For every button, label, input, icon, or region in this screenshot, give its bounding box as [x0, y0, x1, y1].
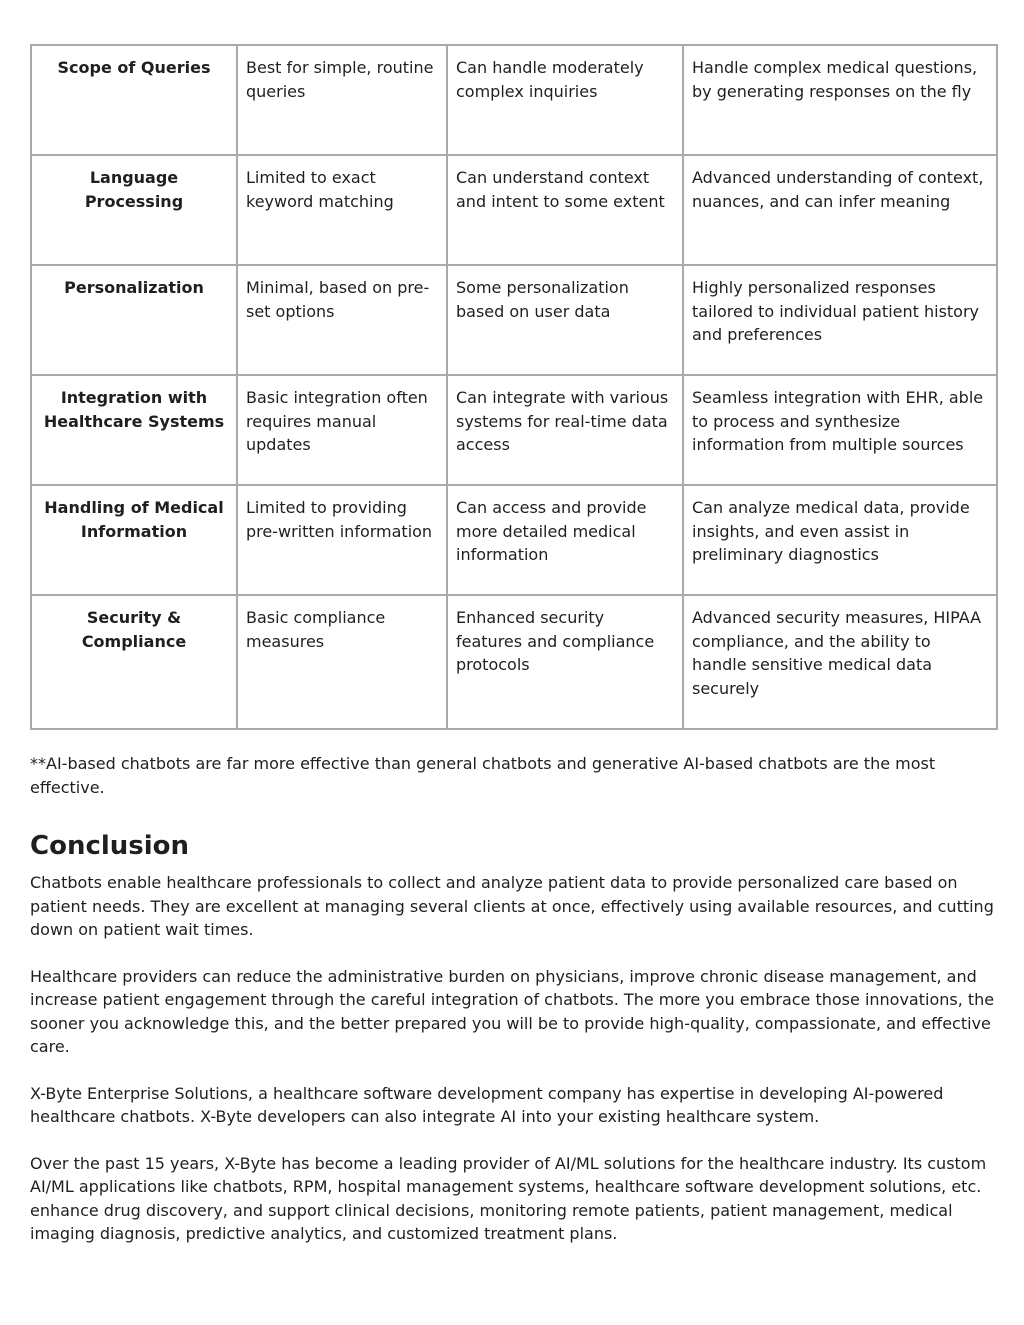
cell-ai-chatbot: Can access and provide more detailed medical information	[447, 485, 683, 595]
row-label: Personalization	[31, 265, 237, 375]
cell-general-chatbot: Basic compliance measures	[237, 595, 447, 729]
row-label: Handling of Medical Information	[31, 485, 237, 595]
cell-generative-ai-chatbot: Advanced security measures, HIPAA compliance, and the ability to handle sensitive medical data securely	[683, 595, 997, 729]
row-label: Scope of Queries	[31, 45, 237, 155]
cell-general-chatbot: Limited to exact keyword matching	[237, 155, 447, 265]
table-row-language	[31, 155, 997, 265]
cell-ai-chatbot: Some personalization based on user data	[447, 265, 683, 375]
cell-generative-ai-chatbot: Can analyze medical data, provide insights, and even assist in preliminary diagnostics	[683, 485, 997, 595]
table-row-medical-info	[31, 485, 997, 595]
row-label: Language Processing	[31, 155, 237, 265]
cell-ai-chatbot: Can handle moderately complex inquiries	[447, 45, 683, 155]
effectiveness-note: **AI-based chatbots are far more effective than general chatbots and generative AI-based chatbots are the most effective.	[30, 754, 936, 797]
conclusion-heading: Conclusion	[30, 831, 190, 861]
table-row-integration	[31, 375, 997, 485]
cell-ai-chatbot: Enhanced security features and compliance protocols	[447, 595, 683, 729]
table-row-personalization	[31, 265, 997, 375]
cell-general-chatbot: Limited to providing pre-written information	[237, 485, 447, 595]
cell-generative-ai-chatbot: Highly personalized responses tailored to individual patient history and preferences	[683, 265, 997, 375]
cell-general-chatbot: Minimal, based on pre-set options	[237, 265, 447, 375]
conclusion-paragraph: Over the past 15 years, X-Byte has become a leading provider of AI/ML solutions for the healthcare industry. Its custom AI/ML applications like chatbots, RPM, hospital management systems, healthcare software development solutions, etc. enhance drug discovery, and support clinical decisions, monitoring remote patients, patient management, medical imaging diagnosis, predictive analytics, and customized treatment plans.	[30, 1153, 987, 1243]
cell-general-chatbot: Best for simple, routine queries	[237, 45, 447, 155]
cell-generative-ai-chatbot: Advanced understanding of context, nuances, and can infer meaning	[683, 155, 997, 265]
document-page	[30, 44, 996, 1269]
row-label: Integration with Healthcare Systems	[31, 375, 237, 485]
cell-ai-chatbot: Can integrate with various systems for real-time data access	[447, 375, 683, 485]
cell-ai-chatbot: Can understand context and intent to some extent	[447, 155, 683, 265]
conclusion-paragraph: Healthcare providers can reduce the administrative burden on physicians, improve chronic disease management, and increase patient engagement through the careful integration of chatbots. The more you embrace those innovations, the sooner you acknowledge this, and the better prepared you will be to provide high-quality, compassionate, and effective care.	[30, 966, 995, 1056]
cell-generative-ai-chatbot: Handle complex medical questions, by generating responses on the fly	[683, 45, 997, 155]
cell-generative-ai-chatbot: Seamless integration with EHR, able to process and synthesize information from multiple sources	[683, 375, 997, 485]
chatbot-comparison-table	[30, 44, 998, 730]
conclusion-paragraph: X-Byte Enterprise Solutions, a healthcare software development company has expertise in developing AI-powered healthcare chatbots. X-Byte developers can also integrate AI into your existing healthcare system.	[30, 1083, 944, 1126]
conclusion-paragraph: Chatbots enable healthcare professionals to collect and analyze patient data to provide personalized care based on patient needs. They are excellent at managing several clients at once, effectively using available resources, and cutting down on patient wait times.	[30, 873, 994, 939]
table-row-scope	[31, 45, 997, 155]
table-row-security	[31, 595, 997, 729]
row-label: Security & Compliance	[31, 595, 237, 729]
cell-general-chatbot: Basic integration often requires manual updates	[237, 375, 447, 485]
